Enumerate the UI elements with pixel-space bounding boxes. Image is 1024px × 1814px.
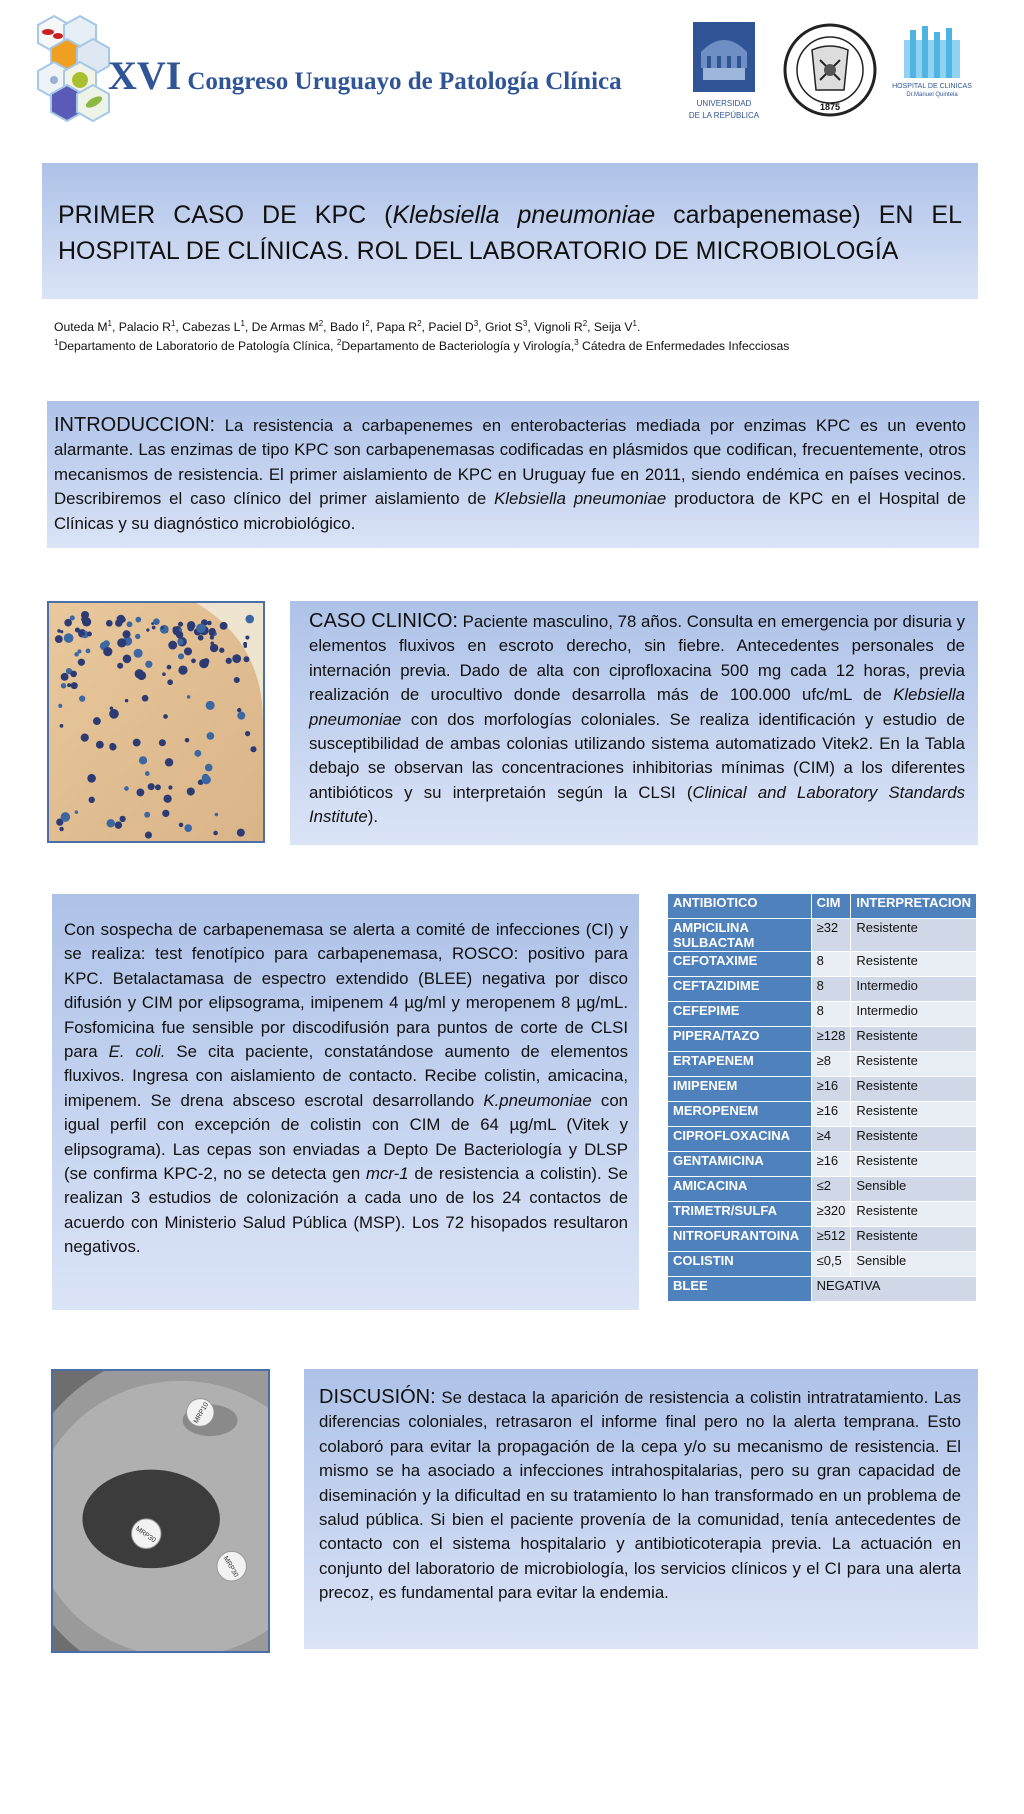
antibiotic-cell: BLEE bbox=[668, 1277, 812, 1302]
colony bbox=[187, 621, 195, 629]
author bbox=[252, 320, 324, 334]
antibiotic-cell: COLISTIN bbox=[668, 1252, 812, 1277]
intro-species: Klebsiella pneumoniae bbox=[494, 489, 667, 509]
author-name: Vignoli R bbox=[534, 320, 583, 334]
colony bbox=[119, 816, 125, 822]
colony bbox=[213, 831, 218, 836]
table-row bbox=[668, 1177, 977, 1202]
colony bbox=[187, 787, 195, 795]
colony bbox=[159, 739, 166, 746]
colony bbox=[219, 648, 224, 653]
udelar-label-2: DE LA REPÚBLICA bbox=[688, 111, 760, 120]
author-affiliation: 1 bbox=[170, 318, 176, 328]
colony bbox=[124, 786, 129, 791]
colony bbox=[123, 655, 132, 664]
table-row bbox=[668, 1102, 977, 1127]
workup-panel bbox=[52, 894, 639, 1310]
workup-text-4: de resistencia a colistin). Se realizan 3 estudios de colonización a cada uno de los 24 contactos de acuerdo con Ministerio Salud Pública (MSP). Los 72 hisopados resultaron negativos. bbox=[64, 1164, 629, 1257]
colony bbox=[87, 632, 92, 637]
colony bbox=[106, 620, 113, 627]
table-row bbox=[668, 1077, 977, 1102]
antibiotic-cell: CEFEPIME bbox=[668, 1002, 812, 1027]
interpretation-cell: Resistente bbox=[851, 1152, 977, 1177]
colony bbox=[86, 620, 91, 625]
colony bbox=[161, 626, 164, 629]
table-row bbox=[668, 952, 977, 977]
colony bbox=[146, 628, 149, 631]
author bbox=[534, 320, 587, 334]
author bbox=[182, 320, 245, 334]
colony bbox=[88, 797, 94, 803]
author-name: Seija V bbox=[593, 320, 633, 334]
antibiotic-cell: ERTAPENEM bbox=[668, 1052, 812, 1077]
colony bbox=[96, 741, 104, 749]
aff-3: Cátedra de Enfermedades Infecciosas bbox=[578, 339, 790, 353]
aff-3-num: 3 bbox=[574, 337, 579, 347]
colony bbox=[184, 824, 192, 832]
discussion-text bbox=[319, 1385, 961, 1606]
caso-text-3: ). bbox=[367, 807, 379, 827]
interpretation-cell: Resistente bbox=[851, 1127, 977, 1152]
colony bbox=[64, 633, 74, 643]
interpretation-cell: Resistente bbox=[851, 1052, 977, 1077]
colony bbox=[55, 635, 63, 643]
colony bbox=[178, 665, 187, 674]
aff-1: Departamento de Laboratorio de Patología Clínica, bbox=[58, 339, 337, 353]
colony bbox=[58, 704, 62, 708]
antibiotic-cell: IMIPENEM bbox=[668, 1077, 812, 1102]
colony bbox=[136, 788, 144, 796]
colony bbox=[178, 653, 184, 659]
hospital-label-2: Dr.Manuel Quintela bbox=[906, 92, 958, 98]
colony bbox=[177, 639, 183, 645]
colony bbox=[185, 738, 190, 743]
colony bbox=[243, 656, 249, 662]
antibiotic-cell: AMPICILINA SULBACTAM bbox=[668, 919, 812, 952]
colony bbox=[81, 632, 85, 636]
caso-species: Klebsiella pneumoniae bbox=[309, 685, 965, 729]
colony bbox=[202, 774, 209, 781]
colony bbox=[135, 634, 140, 639]
cim-cell: ≥320 bbox=[811, 1202, 851, 1227]
colony bbox=[109, 743, 115, 749]
author-affiliation: 1 bbox=[632, 318, 637, 328]
colony bbox=[160, 625, 169, 634]
cim-cell: ≥512 bbox=[811, 1227, 851, 1252]
colony bbox=[117, 663, 123, 669]
colony bbox=[167, 665, 172, 670]
colony bbox=[103, 647, 112, 656]
table-header-row bbox=[668, 894, 977, 919]
author-affiliation: 2 bbox=[365, 318, 370, 328]
congress-number: XVI bbox=[108, 53, 182, 98]
colony bbox=[220, 622, 228, 630]
colony bbox=[134, 649, 143, 658]
colony bbox=[60, 630, 63, 633]
table-row bbox=[668, 1252, 977, 1277]
interpretation-cell: Resistente bbox=[851, 1202, 977, 1227]
colony bbox=[145, 832, 152, 839]
colony bbox=[245, 731, 250, 736]
author bbox=[119, 320, 176, 334]
colony bbox=[145, 661, 152, 668]
udelar-logo bbox=[684, 22, 764, 126]
colony bbox=[168, 785, 172, 789]
colony bbox=[207, 621, 212, 626]
disc-label-1: MRP10 bbox=[192, 1401, 211, 1425]
colony bbox=[226, 658, 232, 664]
aff-2: Departamento de Bacteriología y Virología, bbox=[341, 339, 575, 353]
colony bbox=[168, 641, 177, 650]
cim-cell: ≥8 bbox=[811, 1052, 851, 1077]
colony bbox=[61, 683, 66, 689]
title-panel bbox=[42, 163, 978, 299]
colony bbox=[117, 615, 126, 624]
faculty-of-medicine-seal bbox=[782, 20, 878, 120]
cim-cell: ≥16 bbox=[811, 1102, 851, 1127]
antibiotic-cell: TRIMETR/SULFA bbox=[668, 1202, 812, 1227]
author bbox=[594, 320, 637, 334]
colony bbox=[163, 795, 171, 803]
header-antibiotico: ANTIBIOTICO bbox=[668, 894, 812, 919]
table-row bbox=[668, 1052, 977, 1077]
author-affiliation: 1 bbox=[240, 318, 245, 328]
colony bbox=[245, 635, 249, 639]
colony bbox=[145, 771, 150, 776]
colony bbox=[75, 810, 79, 814]
interpretation-cell: Resistente bbox=[851, 952, 977, 977]
table-row bbox=[668, 1002, 977, 1027]
introduction-text bbox=[54, 413, 966, 536]
cim-cell: ≥32 bbox=[811, 919, 851, 952]
colony bbox=[70, 671, 77, 678]
interpretation-cell: Resistente bbox=[851, 1102, 977, 1127]
colony bbox=[191, 658, 196, 663]
colony bbox=[245, 615, 254, 624]
interpretation-cell: Resistente bbox=[851, 1227, 977, 1252]
table-row bbox=[668, 919, 977, 952]
culture-plate-photo bbox=[47, 601, 265, 843]
cim-cell: 8 bbox=[811, 1002, 851, 1027]
author-affiliation: 2 bbox=[417, 318, 422, 328]
colony bbox=[125, 699, 129, 703]
author bbox=[428, 320, 478, 334]
table-row bbox=[668, 1027, 977, 1052]
colony bbox=[162, 672, 166, 676]
intro-text-2: productora de KPC en el Hospital de Clínicas y su diagnóstico microbiológico. bbox=[54, 489, 966, 533]
aff-1-num: 1 bbox=[54, 337, 59, 347]
clinical-case-text bbox=[309, 609, 965, 830]
antibiotic-cell: AMICACINA bbox=[668, 1177, 812, 1202]
intro-text-1: La resistencia a carbapenemes en enterobacterias mediada por enzimas KPC es un evento alarmante. Las enzimas de tipo KPC son carbapenemasas codificadas en plásmidos que codifican, frecuentemente, otros mecanismos de resistencia. El primer aislamiento de KPC en Uruguay fue en 2011, siendo endémica en países vecinos. Describiremos el caso clínico del primer aislamiento de bbox=[54, 416, 966, 509]
colony bbox=[237, 712, 245, 720]
colony bbox=[70, 615, 75, 620]
colony bbox=[198, 635, 204, 641]
table-row-blee bbox=[668, 1277, 977, 1302]
affiliations bbox=[54, 337, 789, 356]
congress-title bbox=[108, 52, 622, 99]
colony bbox=[163, 714, 168, 719]
antibiotic-cell: PIPERA/TAZO bbox=[668, 1027, 812, 1052]
colony bbox=[61, 812, 71, 822]
workup-text-2: Se cita paciente, constatándose aumento de elementos fluxivos. Ingresa con aislamiento de contacto. Recibe colistin, amicacina, imipenem. Se drena absceso escrotal desarrollando bbox=[64, 1042, 628, 1110]
colony bbox=[123, 630, 131, 638]
author-name: Griot S bbox=[484, 320, 523, 334]
colony bbox=[179, 823, 184, 828]
cim-cell: ≥16 bbox=[811, 1077, 851, 1102]
colony bbox=[77, 649, 81, 653]
colony bbox=[78, 659, 85, 666]
colony bbox=[165, 758, 173, 766]
cim-cell: ≥4 bbox=[811, 1127, 851, 1152]
workup-ecoli: E. coli. bbox=[108, 1042, 166, 1062]
colony bbox=[60, 724, 64, 728]
colony bbox=[133, 739, 141, 747]
colony bbox=[109, 709, 119, 719]
colony bbox=[179, 628, 182, 631]
colony bbox=[250, 746, 256, 752]
colony bbox=[232, 654, 241, 663]
disc-label-3: MRP30 bbox=[221, 1555, 240, 1579]
antibiotic-cell: NITROFURANTOINA bbox=[668, 1227, 812, 1252]
author bbox=[330, 320, 370, 334]
header-cim: CIM bbox=[811, 894, 851, 919]
discussion-heading: DISCUSIÓN: bbox=[319, 1386, 436, 1408]
author bbox=[54, 320, 112, 334]
cim-cell: ≥128 bbox=[811, 1027, 851, 1052]
colony bbox=[135, 617, 141, 623]
author-name: Paciel D bbox=[428, 320, 474, 334]
cim-cell: 8 bbox=[811, 952, 851, 977]
author-affiliation: 3 bbox=[473, 318, 479, 328]
discussion-panel bbox=[304, 1369, 978, 1649]
colony bbox=[71, 682, 78, 689]
colony bbox=[215, 813, 219, 817]
hospital-label-1: HOSPITAL DE CLINICAS bbox=[892, 83, 972, 90]
colony bbox=[107, 819, 115, 827]
introduction-panel bbox=[47, 401, 979, 548]
caso-clsi-name: Clinical and Laboratory Standards Institute bbox=[309, 782, 965, 827]
colony bbox=[173, 627, 178, 632]
table-row bbox=[668, 1152, 977, 1177]
colony bbox=[142, 695, 149, 702]
colony bbox=[196, 623, 206, 633]
cim-cell: ≤2 bbox=[811, 1177, 851, 1202]
header-interpretacion: INTERPRETACION bbox=[851, 894, 977, 919]
colony bbox=[187, 695, 191, 699]
workup-kpneumoniae: K.pneumoniae bbox=[483, 1090, 592, 1110]
hospital-logo bbox=[892, 26, 972, 106]
title-species: Klebsiella pneumoniae bbox=[392, 201, 656, 229]
colony bbox=[203, 658, 209, 664]
colony bbox=[115, 821, 122, 828]
author-name: Palacio R bbox=[118, 320, 171, 334]
author-name: Cabezas L bbox=[182, 320, 241, 334]
blee-result-cell: NEGATIVA bbox=[811, 1277, 976, 1302]
colony bbox=[194, 750, 201, 757]
author-affiliation: 2 bbox=[318, 318, 324, 328]
hospital-building-icon bbox=[902, 26, 962, 78]
colony bbox=[57, 629, 61, 633]
antibiotic-cell: GENTAMICINA bbox=[668, 1152, 812, 1177]
author-list: Outeda $M^1$, Palacio $R^1$, Cabezas $L^1$, De Armas $M^2$, Bado $I^2$, Papa $R^2$, Paciel $D^3$, Griot $S^3$, Vignoli $R^2$, Seija $V^1$. bbox=[54, 318, 641, 334]
workup-text-3: con igual perfil con excepción de colistin con CIM de 64 µg/mL (Vitek y elipsograma). Las cepas son enviadas a Depto De Bacteriología y DLSP (se confirma KPC-2, no se detecta gen bbox=[64, 1090, 628, 1184]
title-line-2: HOSPITAL DE CLÍNICAS. ROL DEL LABORATORIO DE MICROBIOLOGÍA bbox=[58, 237, 899, 265]
caso-text-1: Paciente masculino, 78 años. Consulta en emergencia por disuria y elementos fluxivos en escroto derecho, sin fiebre. Antecedentes personales de internación previa. Dado de alta con ciprofloxacina 500 mg cada 12 horas, previa realización de urocultivo donde desarrolla más de 100.000 ufc/mL de bbox=[309, 612, 965, 705]
introduction-heading: INTRODUCCION: bbox=[54, 414, 216, 436]
colony bbox=[79, 695, 85, 701]
workup-mcr1: mcr-1 bbox=[366, 1164, 409, 1184]
university-building-icon bbox=[693, 22, 755, 92]
interpretation-cell: Sensible bbox=[851, 1252, 977, 1277]
interpretation-cell: Intermedio bbox=[851, 1002, 977, 1027]
colony bbox=[184, 647, 192, 655]
title-part-1: PRIMER CASO DE KPC ( bbox=[58, 201, 393, 229]
antibiotic-cell: CEFTAZIDIME bbox=[668, 977, 812, 1002]
seal-year: 1875 bbox=[819, 102, 841, 112]
colony bbox=[206, 701, 215, 710]
clinical-case-heading: CASO CLINICO: bbox=[309, 610, 458, 632]
udelar-label-1: UNIVERSIDAD bbox=[696, 99, 752, 108]
congress-name: Congreso Uruguayo de Patología Clínica bbox=[187, 68, 622, 95]
colony bbox=[61, 673, 69, 681]
table-row bbox=[668, 1127, 977, 1152]
colony bbox=[135, 669, 144, 678]
colony bbox=[67, 683, 71, 687]
colony bbox=[117, 638, 126, 647]
colony bbox=[127, 621, 133, 627]
colony bbox=[210, 644, 218, 652]
colony bbox=[244, 644, 248, 648]
author bbox=[376, 320, 421, 334]
author-name: Papa R bbox=[376, 320, 418, 334]
author-name: Outeda M bbox=[54, 320, 108, 334]
antibiotic-cell: MEROPENEM bbox=[668, 1102, 812, 1127]
colony bbox=[87, 774, 96, 783]
disk-diffusion-photo bbox=[51, 1369, 270, 1653]
interpretation-cell: Intermedio bbox=[851, 977, 977, 1002]
interpretation-cell: Resistente bbox=[851, 919, 977, 952]
title-part-2: carbapenemase) EN EL bbox=[655, 201, 962, 229]
interpretation-cell: Resistente bbox=[851, 1027, 977, 1052]
author-affiliation: 2 bbox=[582, 318, 588, 328]
colony bbox=[81, 734, 89, 742]
colony bbox=[205, 764, 213, 772]
workup-text-1: Con sospecha de carbapenemasa se alerta a comité de infecciones (CI) y se realiza: test fenotípico para carbapenemasa, ROSCO: positivo para KPC. Betalactamasa de espectro extendido (BLEE) negativa por disco difusión y CIM por elipsograma, imipenem 4 µg/ml y meropenem 8 µg/mL. Fosfomicina fue sensible por discodifusión para puntos de corte de CLSI para bbox=[64, 920, 628, 1062]
colony bbox=[178, 622, 183, 627]
cim-cell: ≤0,5 bbox=[811, 1252, 851, 1277]
disc-label-2: MRP30 bbox=[134, 1525, 157, 1545]
cim-cell: 8 bbox=[811, 977, 851, 1002]
interpretation-cell: Sensible bbox=[851, 1177, 977, 1202]
table-row bbox=[668, 1202, 977, 1227]
colony bbox=[93, 717, 101, 725]
interpretation-cell: Resistente bbox=[851, 1077, 977, 1102]
colony bbox=[103, 640, 110, 647]
table-row bbox=[668, 977, 977, 1002]
susceptibility-table bbox=[667, 893, 977, 1302]
colony bbox=[209, 630, 215, 636]
colony bbox=[86, 649, 91, 654]
colony bbox=[167, 679, 173, 685]
colony bbox=[144, 812, 150, 818]
author-affiliation: 1 bbox=[107, 318, 112, 328]
colony bbox=[162, 810, 169, 817]
colony bbox=[59, 827, 64, 832]
caso-text-2: con dos morfologías coloniales. Se realiza identificación y estudio de susceptibilidad de ambas colonias utilizando sistema automatizado Vitek2. En la Tabla debajo se observan las concentraciones inhibitorias mínimas (CIM) a los diferentes antibióticos y su interpretaión según la CLSI ( bbox=[309, 709, 965, 802]
colony bbox=[148, 783, 155, 790]
author bbox=[485, 320, 527, 334]
discussion-body: Se destaca la aparición de resistencia a colistin intratratamiento. Las diferencias coloniales, retrasaron el informe final pero no la alerta temprana. Esto colaboró para evitar la propagación de la cepa y/o su mecanismo de resistencia. El mismo se ha asociado a infecciones intrahospitalarias, pero su gran capacidad de diseminación y la dificultad en su tratamiento lo han transformado en un problema de salud pública. Si bien el paciente provenía de la comunidad, tenía antecedentes de contacto con el sistema hospitalario y antibioticoterapia previa. La actuación en conjunto del laboratorio de microbiología, los servicios clínicos y el CI para una alerta precoz, es fundamental para evitar la endemia. bbox=[319, 1388, 961, 1603]
author-affiliation: 3 bbox=[522, 318, 528, 328]
colony bbox=[155, 784, 161, 790]
aff-2-num: 2 bbox=[336, 337, 342, 347]
colony bbox=[152, 626, 156, 630]
authors-block bbox=[54, 318, 789, 356]
poster-title bbox=[58, 197, 962, 269]
workup-text bbox=[64, 918, 628, 1260]
cim-cell: ≥16 bbox=[811, 1152, 851, 1177]
table-row bbox=[668, 1227, 977, 1252]
colony bbox=[207, 732, 215, 740]
author-name: Bado I bbox=[329, 320, 366, 334]
colony bbox=[110, 707, 114, 711]
colony bbox=[234, 677, 240, 683]
author-name: De Armas M bbox=[251, 320, 319, 334]
colony bbox=[139, 756, 147, 764]
colony bbox=[237, 829, 245, 837]
antibiotic-cell: CIPROFLOXACINA bbox=[668, 1127, 812, 1152]
clinical-case-panel bbox=[290, 601, 978, 845]
colony bbox=[153, 618, 160, 625]
antibiotic-cell: CEFOTAXIME bbox=[668, 952, 812, 977]
